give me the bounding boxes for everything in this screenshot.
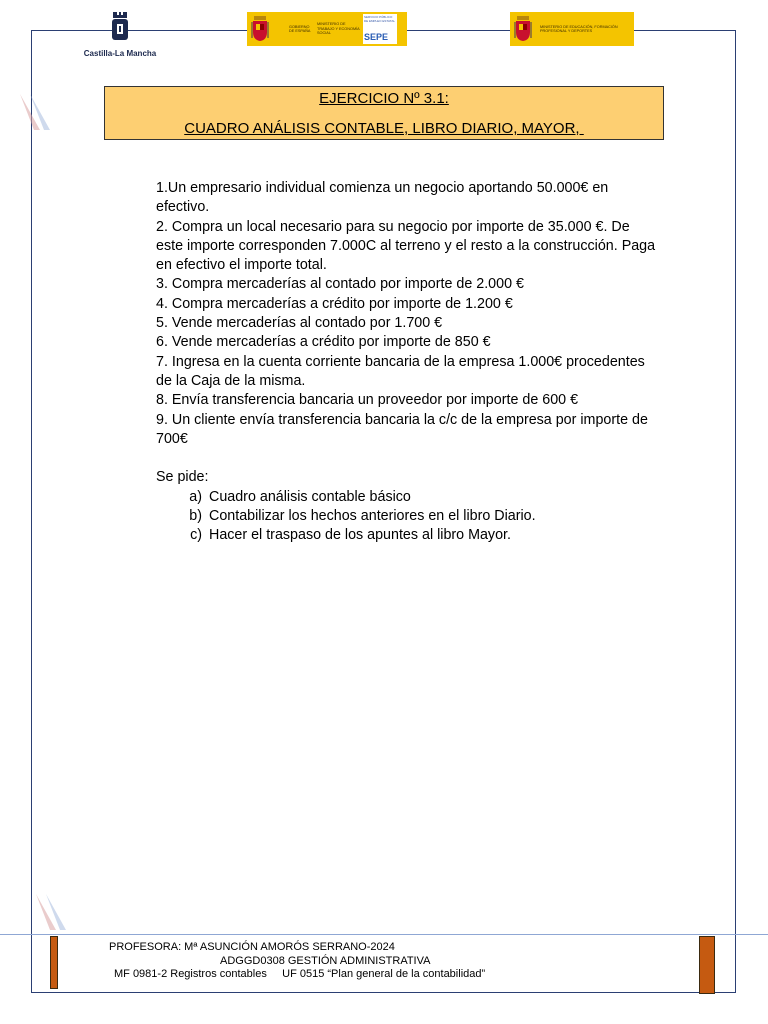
exercise-title: EJERCICIO Nº 3.1:: [319, 90, 449, 107]
exercise-item: 6. Vende mercaderías a crédito por importe de 850 €: [156, 334, 491, 351]
list-item-text: Contabilizar los hechos anteriores en el libro Diario.: [209, 508, 536, 525]
exercise-body: [156, 179, 656, 546]
exercise-item: 2. Compra un local necesario para su negocio por importe de 35.000 €. De este importe corresponden 7.000C al terreno y el resto a la construcción. Paga en efectivo el importe total.: [156, 218, 656, 274]
exercise-item: 9. Un cliente envía transferencia bancaria la c/c de la empresa por importe de 700€: [156, 411, 648, 447]
request-heading: Se pide:: [156, 469, 209, 486]
government-logo-educacion: [510, 12, 634, 46]
exercise-item: 5. Vende mercaderías al contado por 1.700 €: [156, 315, 443, 332]
exercise-item: 3. Compra mercaderías al contado por importe de 2.000 €: [156, 276, 524, 293]
castilla-la-mancha-logo: [80, 10, 160, 60]
exercise-title-box: [104, 86, 664, 140]
sepe-label: SEPE: [364, 32, 389, 42]
list-item-label: b): [189, 508, 202, 525]
footer-accent-bar-right: [699, 936, 715, 994]
exercise-item: 4. Compra mercaderías a crédito por importe de 1.200 €: [156, 295, 513, 312]
request-list: [156, 488, 656, 546]
gov-logo-text-b: MINISTERIO DE TRABAJO Y ECONOMÍA SOCIAL: [317, 22, 360, 36]
footer-course: ADGGD0308 GESTIÓN ADMINISTRATIVA: [220, 955, 431, 967]
list-item-label: c): [190, 527, 202, 544]
footer-teacher: PROFESORA: Mª ASUNCIÓN AMORÓS SERRANO-2024: [109, 941, 395, 953]
sepe-logo: [363, 14, 397, 44]
coat-of-arms-icon: [251, 16, 269, 42]
footer-accent-bar-left: [50, 936, 58, 989]
government-logo-trabajo: [247, 12, 407, 46]
list-item: [156, 526, 656, 545]
list-item-text: Cuadro análisis contable básico: [209, 488, 411, 505]
gov-logo-text-a: GOBIERNO DE ESPAÑA: [289, 24, 311, 33]
exercise-subtitle: CUADRO ANÁLISIS CONTABLE, LIBRO DIARIO, MAYOR,: [184, 120, 584, 137]
castle-crest-icon: [109, 10, 131, 42]
region-logo-text: Castilla-La Mancha: [83, 49, 157, 58]
footer-divider: [0, 934, 768, 935]
exercise-item: 7. Ingresa en la cuenta corriente bancaria de la empresa 1.000€ procedentes de la Caja de la misma.: [156, 353, 645, 389]
gov-logo-text-c: MINISTERIO DE EDUCACIÓN, FORMACIÓN PROFESIONAL Y DEPORTES: [540, 24, 618, 33]
footer-module: MF 0981-2 Registros contables UF 0515 “Plan general de la contabilidad”: [114, 968, 486, 980]
coat-of-arms-icon: [514, 16, 532, 42]
exercise-item: 1.Un empresario individual comienza un negocio aportando 50.000€ en efectivo.: [156, 180, 609, 216]
sepe-small-text: SERVICIO PÚBLICO DE EMPLEO ESTATAL: [364, 15, 396, 23]
list-item-text: Hacer el traspaso de los apuntes al libro Mayor.: [209, 527, 511, 544]
watermark-icon: [32, 890, 76, 934]
list-item: [156, 488, 656, 507]
exercise-item: 8. Envía transferencia bancaria un proveedor por importe de 600 €: [156, 392, 579, 409]
list-item: [156, 507, 656, 526]
list-item-label: a): [189, 488, 202, 505]
watermark-icon: [16, 90, 60, 134]
spacer: [156, 449, 656, 468]
